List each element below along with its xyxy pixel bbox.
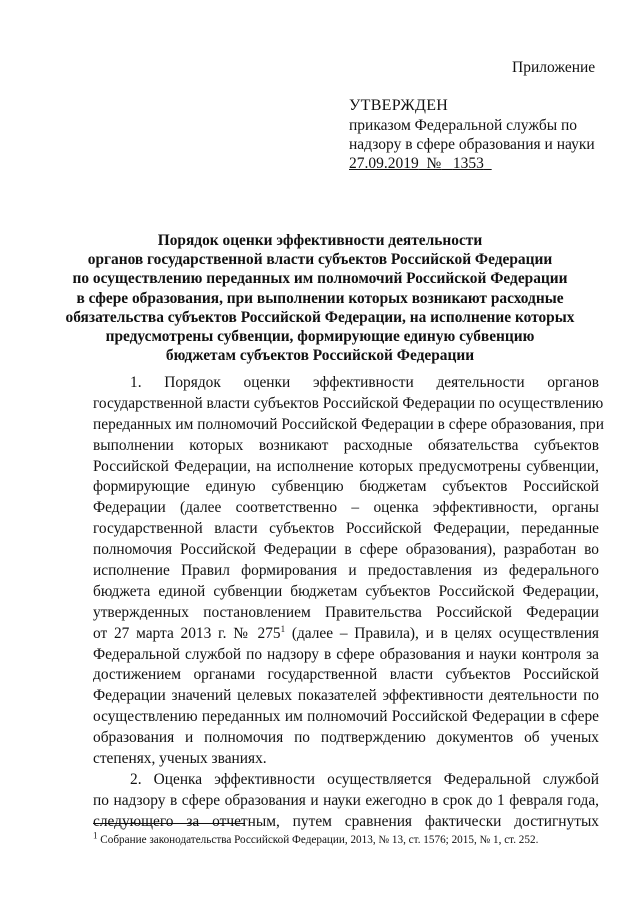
document-body	[93, 373, 604, 833]
title-line: Порядок оценки эффективности деятельности	[157, 232, 483, 249]
title-line: предусмотрены субвенции, формирующие единую субвенцию	[105, 328, 535, 346]
paragraph-2-line: по надзору в сфере образования и науки ежегодно в срок до 1 февраля года,	[93, 791, 599, 809]
paragraph-1-line: переданных им полномочий Российской Федерации в сфере образования, при	[93, 415, 604, 433]
paragraph-1-line: осуществлению переданных им полномочий Российской Федерации в сфере	[93, 708, 599, 726]
approval-number-sign: №	[426, 155, 442, 172]
title-line: по осуществлению переданных им полномочий Российской Федерации	[72, 270, 568, 288]
line-text: от 27 марта 2013 г. № 275	[93, 624, 281, 642]
approval-title: УТВЕРЖДЕН	[349, 97, 449, 114]
title-line: в сфере образования, при выполнении которых возникают расходные	[76, 289, 564, 307]
approval-date-number	[349, 154, 599, 173]
paragraph-1-line: исполнение Правил формирования и предоставления из федерального	[93, 562, 599, 580]
title-line: органов государственной власти субъектов Российской Федерации	[87, 251, 553, 269]
paragraph-1-line: полномочия Российской Федерации в сфере образования), разработан во	[93, 541, 599, 559]
paragraph-1-line: государственной власти субъектов Российской Федерации, переданные	[93, 520, 599, 538]
approval-number: 1353	[452, 155, 484, 172]
approval-line-2: надзору в сфере образования и науки	[349, 136, 595, 153]
document-title	[60, 231, 580, 365]
footnote-text: Собрание законодательства Российской Федерации, 2013, № 13, ст. 1576; 2015, № 1, ст. 252.	[97, 834, 539, 846]
paragraph-1-line: 1. Порядок оценки эффективности деятельности органов	[130, 374, 599, 391]
paragraph-1-line: Российской Федерации, на исполнение которых предусмотрены субвенции,	[93, 457, 599, 475]
paragraph-1-line: Федерации (далее соответственно – оценка эффективности, органы	[93, 499, 599, 517]
footnote-marker: 1	[93, 830, 98, 841]
line-text: (далее – Правила), и в целях осуществления	[285, 624, 600, 642]
paragraph-2-line: следующего за отчетным, путем сравнения фактически достигнутых	[93, 812, 599, 830]
paragraph-1-line: достижением органами государственной власти субъектов Российской	[93, 666, 599, 684]
paragraph-1-line: бюджета единой субвенции бюджетам субъектов Российской Федерации,	[93, 582, 599, 600]
title-line: обязательства субъектов Российской Федерации, на исполнение которых	[65, 308, 575, 326]
paragraph-1-line: Федерации значений целевых показателей эффективности деятельности по	[93, 687, 599, 705]
footnote-reference: 1	[280, 623, 286, 634]
paragraph-1-line: степенях, ученых званиях.	[93, 750, 267, 768]
approval-date: 27.09.2019	[349, 155, 419, 172]
paragraph-2-line: 2. Оценка эффективности осуществляется Федеральной службой	[130, 770, 599, 788]
footnote	[93, 830, 539, 846]
paragraph-1-line-with-footnote	[93, 624, 599, 645]
paragraph-1-line: формирующие единую субвенцию бюджетам субъектов Российской	[93, 478, 599, 496]
approval-block	[349, 96, 599, 173]
appendix-label: Приложение	[512, 59, 596, 76]
paragraph-1-line: утвержденных постановлением Правительства Российской Федерации	[93, 603, 599, 621]
paragraph-1-line: выполнении которых возникают расходные обязательства субъектов	[93, 436, 599, 454]
paragraph-1-line: образования и полномочия по подтверждению документов об ученых	[93, 729, 599, 747]
title-line: бюджетам субъектов Российской Федерации	[165, 347, 475, 365]
paragraph-1-line: государственной власти субъектов Российской Федерации по осуществлению	[93, 394, 604, 412]
footnote-separator	[93, 823, 245, 824]
paragraph-1-line: Федеральной службой по надзору в сфере образования и науки контроля за	[93, 645, 599, 663]
approval-line-1: приказом Федеральной службы по	[349, 117, 578, 134]
